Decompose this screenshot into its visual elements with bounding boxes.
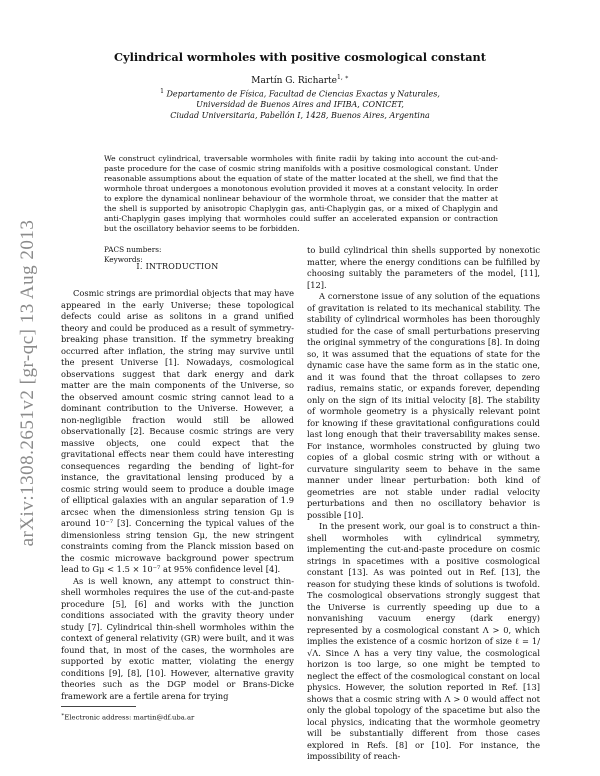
paper-title: Cylindrical wormholes with positive cosmological constant: [114, 50, 486, 64]
section-heading: I. INTRODUCTION: [136, 262, 219, 271]
left-column: [61, 288, 294, 702]
right-column: [307, 245, 540, 763]
affiliation-line-1-text: Departamento de Física, Facultad de Ciencias Exactas y Naturales,: [166, 89, 440, 99]
right-paragraph-3: In the present work, our goal is to construct a thin-shell wormholes with cylindrical symmetry, implementing the cut-and-paste procedure on cosmic strings in spacetimes with a positive cosmological constant [13]. As was pointed out in Ref. [13], the reason for studying these kinds of solutions is twofold. The cosmological observations strongly suggest that the Universe is currently speeding up due to a nonvanishing vacuum energy (dark energy) represented by a cosmological constant Λ > 0, which implies the existence of a cosmic horizon of size ℓ = 1/√Λ. Since Λ has a very tiny value, the cosmological horizon is too large, so one might be tempted to neglect the effect of the cosmological constant on local physics. However, the solution reported in Ref. [13] shows that a cosmic string with Λ > 0 would affect not only the global topology of the spacetime but also the local physics, indicating that the wormhole geometry will be substantially different from those cases explored in Refs. [8] or [10]. For instance, the impossibility of reach-: [307, 521, 540, 761]
affiliation-line-2: Universidad de Buenos Aires and IFIBA, CONICET,: [196, 100, 404, 110]
footnote: [61, 712, 194, 721]
pacs-label: PACS numbers:: [104, 245, 162, 254]
abstract: We construct cylindrical, traversable wormholes with finite radii by taking into account the cut-and-paste procedure for the case of cosmic string manifolds with a positive cosmological constant. Under reasonable assumptions about the equation of state of the matter located at the shell, we find that the wormhole throat undergoes a monotonous evolution provided it moves at a constant velocity. In order to explore the dynamical nonlinear behaviour of the wormhole throat, we consider that the matter at the shell is supported by anisotropic Chaplygin gas, anti-Chaplygin gas, or a mixed of Chaplygin and anti-Chaplygin gases implying that wormholes could suffer an accelerated expansion or contraction but the oscillatory behavior seems to be forbidden.: [104, 154, 498, 234]
right-paragraph-1: to build cylindrical thin shells supported by nonexotic matter, where the energy conditions can be fulfilled by choosing suitably the parameters of the model, [11], [12].: [307, 245, 540, 290]
affiliation: [0, 87, 600, 121]
author-marks: 1, ∗: [337, 74, 349, 81]
affiliation-line-3: Ciudad Universitaria, Pabellón I, 1428, Buenos Aires, Argentina: [170, 110, 430, 120]
right-paragraph-2: A cornerstone issue of any solution of the equations of gravitation is related to its mechanical stability. The stability of cylindrical wormholes has been thoroughly studied for the case of small perturbations preserving the original symmetry of the congurations [8]. In doing so, it was assumed that the equations of state for the dynamic case have the same form as in the static one, and it was found that the throat collapses to zero radius, remains static, or expands forever, depending only on the sign of its initial velocity [8]. The stability of wormhole geometry is a physically relevant point for knowing if these gravitational configurations could last long enough that their traversability makes sense. For instance, wormholes constructed by gluing two copies of a global cosmic string with or without a curvature singularity seem to behave in the same manner under linear perturbation: both kind of geometries are not stable under radial velocity perturbations and then no oscillatory behavior is possible [10].: [307, 291, 540, 520]
arxiv-identifier: arXiv:1308.2651v2 [gr-qc] 13 Aug 2013: [17, 219, 38, 547]
left-paragraph-2: As is well known, any attempt to construct thin-shell wormholes requires the use of the cut-and-paste procedure [5], [6] and works with the junction conditions associated with the gravity theory under study [7]. Cylindrical thin-shell wormholes within the context of general relativity (GR) were built, and it was found that, in most of the cases, the wormholes are supported by exotic matter, violating the energy conditions [9], [8], [10]. However, alternative gravity theories such as the DGP model or Brans-Dicke framework are a fertile arena for trying: [61, 575, 294, 701]
affiliation-mark: 1: [160, 88, 164, 95]
left-paragraph-1: Cosmic strings are primordial objects that may have appeared in the early Universe; these topological defects could arise as solitons in a grand unified theory and could be produced as a result of symmetry-breaking phase transition. If the symmetry breaking occurred after inflation, the string may survive until the present Universe [1]. Nowadays, cosmological observations suggest that dark energy and dark matter are the main components of the Universe, so the observed amount cosmic string cannot lead to a dominant contribution to the Universe. However, a non-negligible fraction would still be allowed observationally [2]. Because cosmic strings are very massive objects, one could expect that the gravitational effects near them could have interesting consequences regarding the bending of light–for instance, the gravitational lensing produced by a cosmic string would seem to produce a double image of elliptical galaxies with an angular separation of 1.9 arcsec when the dimensionless string tension Gμ is around 10⁻⁷ [3]. Concerning the typical values of the dimensionless string tension Gμ, the new stringent constraints coming from the Planck mission based on the cosmic microwave background power spectrum lead to Gμ < 1.5 × 10⁻⁷ at 95% confidence level [4].: [61, 288, 294, 574]
author-line: [0, 74, 600, 86]
author-name: Martín G. Richarte: [251, 76, 337, 86]
footnote-mark: ∗: [61, 712, 65, 718]
footnote-text: Electronic address: martin@df.uba.ar: [64, 713, 195, 722]
footnote-rule: [61, 706, 136, 707]
keywords-label: Keywords:: [104, 254, 143, 264]
affiliation-line-1: [0, 87, 600, 100]
